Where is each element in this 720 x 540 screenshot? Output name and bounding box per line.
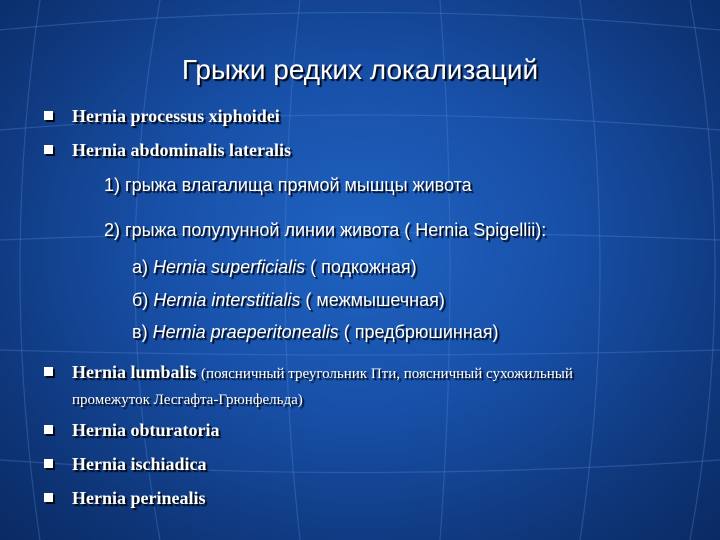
bullet-item — [44, 486, 684, 510]
bullet-text: Hernia obturatoria — [72, 420, 220, 440]
subitem-line — [132, 290, 445, 311]
subitem-line — [132, 322, 499, 343]
latin-term: Hernia praeperitonealis — [152, 322, 339, 342]
bullet-item — [44, 418, 684, 442]
subitem-prefix: б) — [132, 290, 149, 310]
bullet-item — [44, 138, 684, 162]
subitem-prefix: в) — [132, 322, 148, 342]
latin-term: Hernia superficialis — [153, 257, 306, 277]
square-bullet-icon — [44, 145, 53, 154]
russian-term: ( подкожная) — [310, 257, 417, 277]
bullet-text: Hernia ischiadica — [72, 454, 207, 474]
bullet-item — [44, 360, 644, 412]
bullet-heading: Hernia lumbalis — [72, 362, 197, 382]
subitem-line — [132, 257, 417, 278]
subitem-text: 1) грыжа влагалища прямой мышцы живота — [104, 175, 472, 195]
russian-term: ( межмышечная) — [305, 290, 445, 310]
bullet-note: (поясничный треугольник Пти, поясничный сухожильный промежуток Лесгафта-Грюнфельда) — [72, 366, 573, 408]
bullet-text: Hernia perinealis — [72, 488, 206, 508]
square-bullet-icon — [44, 111, 53, 120]
square-bullet-icon — [44, 425, 53, 434]
slide-title: Грыжи редких локализаций — [181, 54, 539, 85]
russian-term: ( предбрюшинная) — [343, 322, 499, 342]
bullet-text: Hernia processus xiphoidei — [72, 106, 280, 126]
bullet-text: Hernia abdominalis lateralis — [72, 140, 292, 160]
bullet-item — [44, 452, 684, 476]
square-bullet-icon — [44, 459, 53, 468]
bullet-text — [72, 360, 644, 412]
subitem-prefix: а) — [132, 257, 149, 277]
square-bullet-icon — [44, 367, 53, 376]
square-bullet-icon — [44, 493, 53, 502]
subitem-text: 2) грыжа полулунной линии живота ( Hernia Spigellii): — [104, 220, 547, 240]
latin-term: Hernia interstitialis — [153, 290, 301, 310]
bullet-item — [44, 104, 684, 128]
